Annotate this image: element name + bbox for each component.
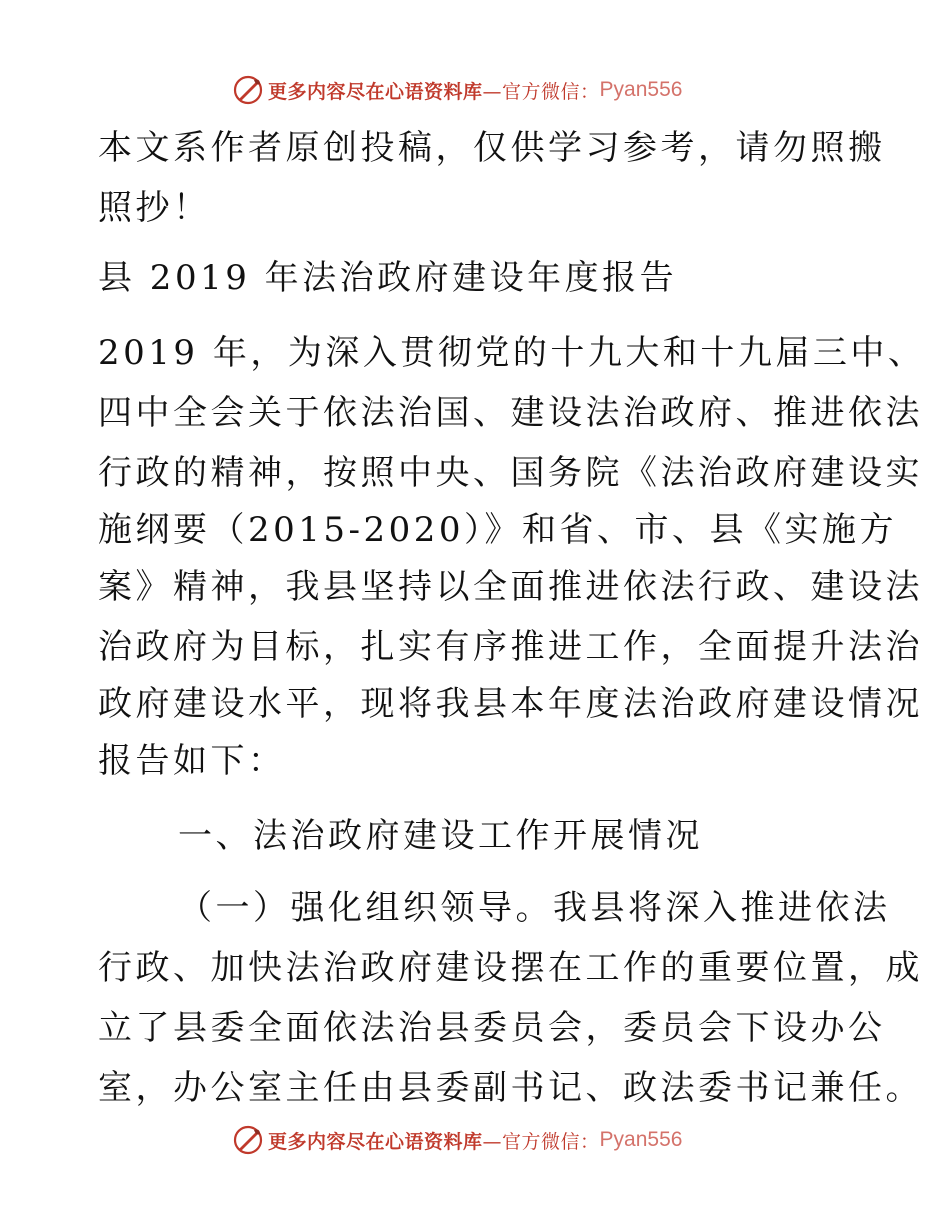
para1-line: 政府建设水平，现将我县本年度法治政府建设情况: [98, 684, 923, 724]
para1-line: 施纲要（2015-2020）》和省、市、县《实施方: [98, 510, 898, 550]
para2-line: 立了县委全面依法治县委员会，委员会下设办公: [98, 1008, 886, 1048]
notice-line-1: 本文系作者原创投稿，仅供学习参考，请勿照搬: [98, 128, 886, 168]
para1-line: 2019 年，为深入贯彻党的十九大和十九届三中、: [98, 333, 926, 373]
quill-logo-icon: [232, 1124, 264, 1156]
header-watermark: [232, 73, 682, 107]
watermark-official: —官方微信：: [482, 80, 600, 103]
para1-line: 报告如下：: [98, 741, 286, 781]
watermark-wechat-id: Pyan556: [599, 1128, 683, 1151]
para1-line: 行政的精神，按照中央、国务院《法治政府建设实: [98, 453, 923, 493]
para2-line: 行政、加快法治政府建设摆在工作的重要位置，成: [98, 948, 923, 988]
footer-watermark: [232, 1123, 682, 1157]
notice-line-2: 照抄！: [98, 188, 211, 228]
watermark-brand: 更多内容尽在心语资料库: [268, 80, 483, 103]
para2-line: 室，办公室主任由县委副书记、政法委书记兼任。: [98, 1068, 923, 1108]
para1-line: 案》精神，我县坚持以全面推进依法行政、建设法: [98, 567, 923, 607]
quill-logo-icon: [232, 74, 264, 106]
watermark-wechat-id: Pyan556: [599, 78, 683, 101]
section-heading: 一、法治政府建设工作开展情况: [178, 816, 703, 856]
document-title: 县 2019 年法治政府建设年度报告: [98, 258, 678, 298]
para1-line: 治政府为目标，扎实有序推进工作，全面提升法治: [98, 627, 923, 667]
para2-line: （一）强化组织领导。我县将深入推进依法: [178, 888, 891, 928]
para1-line: 四中全会关于依法治国、建设法治政府、推进依法: [98, 393, 923, 433]
watermark-brand: 更多内容尽在心语资料库: [268, 1130, 483, 1153]
watermark-official: —官方微信：: [482, 1130, 600, 1153]
